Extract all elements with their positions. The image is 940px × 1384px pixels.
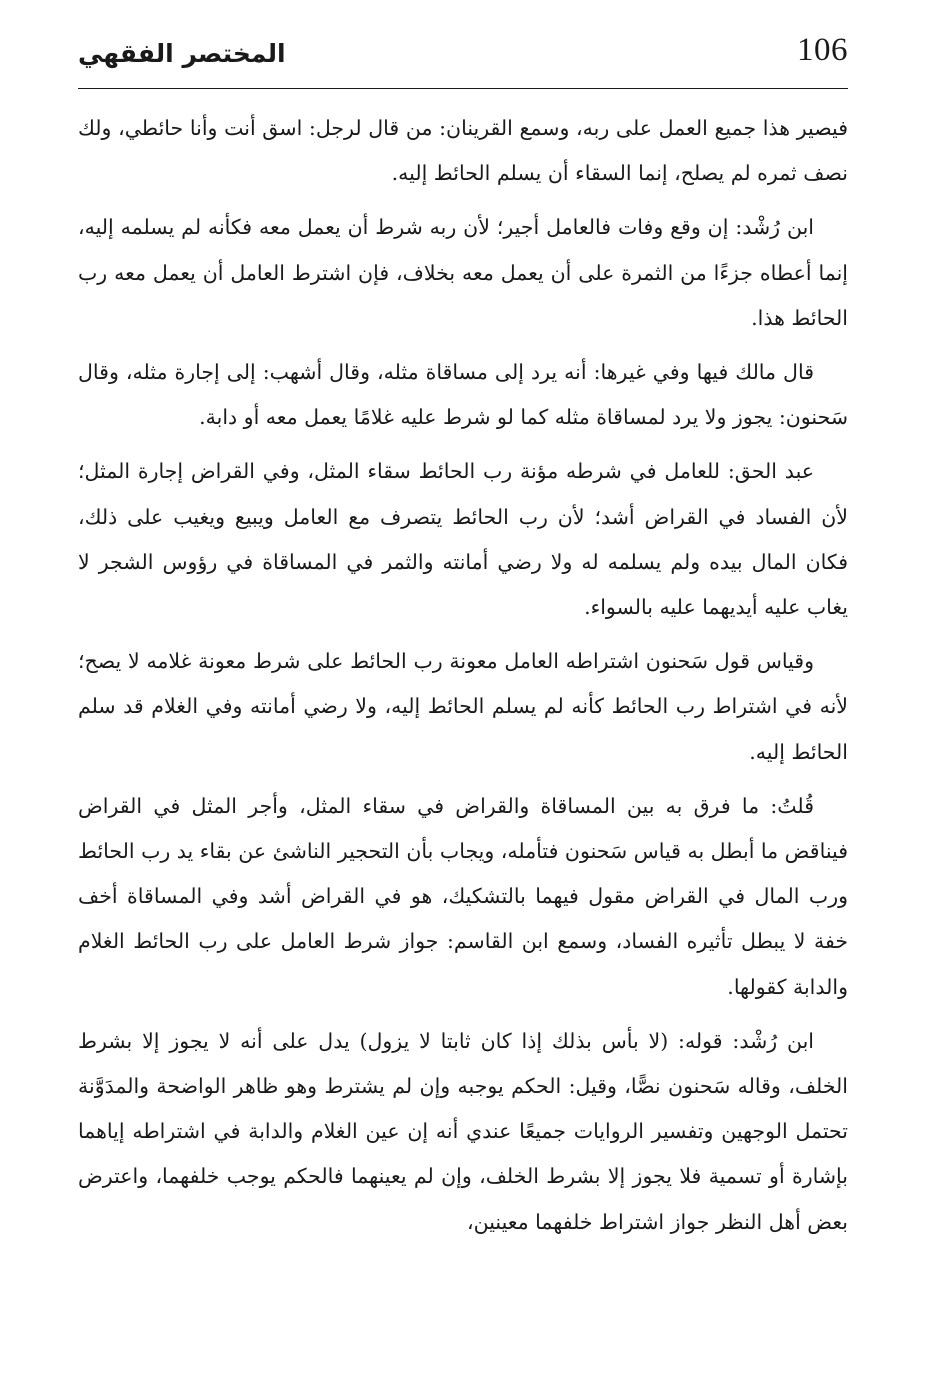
header-rule [78, 88, 848, 89]
paragraph-6: قُلتُ: ما فرق به بين المساقاة والقراض في سقاء المثل، وأجر المثل في القراض فيناقض ما أبطل به قياس سَحنون فتأمله، ويجاب بأن التحجير الناشئ عن بقاء يد رب الحائط ورب المال في القراض مقول فيهما بالتشكيك، هو في القراض أشد وفي المساقاة أخف خفة لا يبطل تأثيره الفساد، وسمع ابن القاسم: جواز شرط العامل على رب الحائط الغلام والدابة كقولها. [77, 793, 848, 999]
body-text [78, 106, 848, 1254]
page-header [78, 30, 848, 90]
paragraph-4: عبد الحق: للعامل في شرطه مؤنة رب الحائط سقاء المثل، وفي القراض إجارة المثل؛ لأن الفساد في القراض أشد؛ لأن رب الحائط يتصرف مع العامل ويبيع ويغيب على ذلك، فكان المال بيده ولم يسلمه له ولا رضي أمانته والثمر في المساقاة في رؤوس الشجر لا يغاب عليه أيديهما عليه بالسواء. [78, 459, 848, 620]
paragraph-7: ابن رُشْد: قوله: (لا بأس بذلك إذا كان ثابتا لا يزول) يدل على أنه لا يجوز إلا بشرط الخلف، وقاله سَحنون نصًّا، وقيل: الحكم يوجبه وإن لم يشترط وهو ظاهر الواضحة والمدَوَّنة تحتمل الوجهين وتفسير الروايات جميعًا عندي أنه إن عين الغلام والدابة في اشتراطه إياهما بإشارة أو تسمية فلا يجوز إلا بشرط الخلف، وإن لم يعينهما فالحكم يوجب خلفهما، واعترض بعض أهل النظر جواز اشتراط خلفهما معينين، [78, 1028, 848, 1234]
paragraph-3: قال مالك فيها وفي غيرها: أنه يرد إلى مساقاة مثله، وقال أشهب: إلى إجارة مثله، وقال سَحنون: يجوز ولا يرد لمساقاة مثله كما لو شرط عليه غلامًا يعمل معه أو دابة. [78, 360, 848, 430]
paragraph-1: فيصير هذا جميع العمل على ربه، وسمع القرينان: من قال لرجل: اسق أنت وأنا حائطي، ولك نصف ثمره لم يصلح، إنما السقاء أن يسلم الحائط إليه. [78, 116, 848, 186]
page-number: 106 [797, 32, 848, 68]
paragraph-2: ابن رُشْد: إن وقع وفات فالعامل أجير؛ لأن ربه شرط أن يعمل معه فكأنه لم يسلمه إليه، إنما أعطاه جزءًا من الثمرة على أن يعمل معه بخلاف، فإن اشترط العامل أن يعمل معه رب الحائط هذا. [78, 215, 848, 330]
paragraph-5: وقياس قول سَحنون اشتراطه العامل معونة رب الحائط على شرط معونة غلامه لا يصح؛ لأنه في اشتراط رب الحائط كأنه لم يسلم الحائط إليه، ولا رضي أمانته وفي الغلام قد سلم الحائط إليه. [78, 649, 848, 764]
running-title: المختصر الفقهي [78, 39, 286, 68]
